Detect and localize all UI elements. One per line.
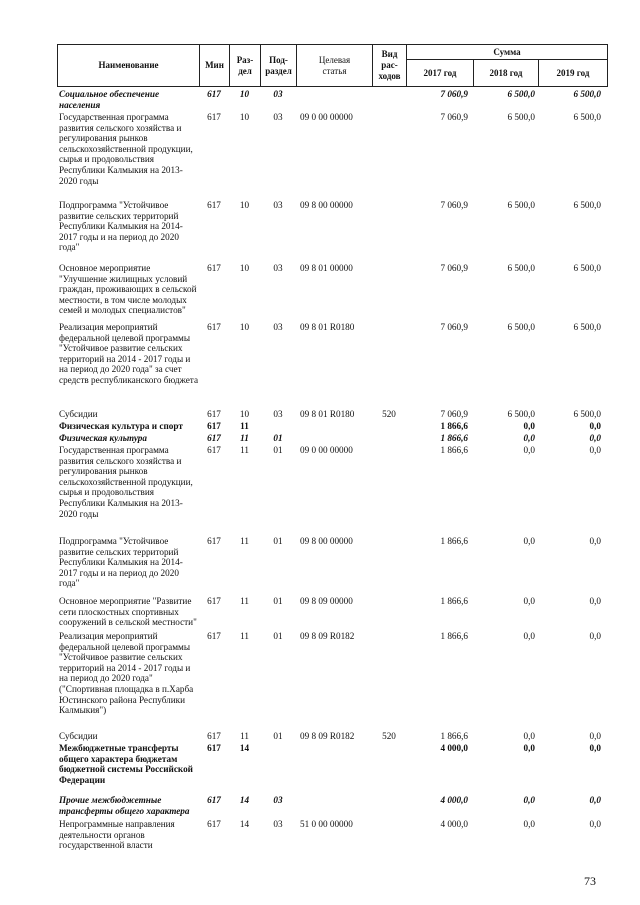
row-2019: 0,0 bbox=[589, 731, 601, 741]
row-podrazdel: 03 bbox=[273, 819, 283, 829]
row-razdel: 10 bbox=[239, 409, 250, 419]
row-2019: 0,0 bbox=[589, 596, 601, 606]
row-2018: 0,0 bbox=[523, 795, 535, 805]
row-2019: 0,0 bbox=[589, 536, 601, 546]
row-2019: 0,0 bbox=[589, 743, 601, 753]
row-min: 617 bbox=[207, 200, 221, 210]
row-2017: 1 866,6 bbox=[440, 421, 468, 431]
row-podrazdel: 03 bbox=[273, 409, 283, 419]
row-2019: 6 500,0 bbox=[573, 200, 601, 210]
row-2017: 1 866,6 bbox=[440, 536, 468, 546]
row-name: Основное мероприятие "Улучшение жилищных условий граждан, проживающих в сельской местности, в том числе молодых семей и молодых специалистов" bbox=[59, 263, 199, 316]
row-min: 617 bbox=[207, 89, 221, 99]
row-celevaya: 09 8 00 00000 bbox=[300, 536, 353, 546]
row-vid: 520 bbox=[382, 409, 396, 419]
row-celevaya: 09 0 00 00000 bbox=[300, 112, 353, 122]
row-razdel: 11 bbox=[240, 445, 249, 455]
row-2019: 6 500,0 bbox=[573, 263, 601, 273]
row-min: 617 bbox=[207, 421, 221, 431]
row-2019: 6 500,0 bbox=[573, 322, 601, 332]
row-2017: 7 060,9 bbox=[440, 322, 468, 332]
row-razdel: 14 bbox=[239, 743, 250, 753]
row-name: Прочие межбюджетные трансферты общего характера bbox=[59, 795, 190, 816]
header-summa: Сумма bbox=[493, 46, 521, 57]
row-2017: 4 000,0 bbox=[440, 795, 468, 805]
row-name: Социальное обеспечение населения bbox=[59, 89, 162, 110]
row-min: 617 bbox=[207, 795, 221, 805]
header-bottom-border bbox=[57, 86, 608, 87]
row-name: Подпрограмма "Устойчивое развитие сельских территорий Республики Калмыкия на 2014-2017 годы и на период до 2020 года" bbox=[59, 536, 183, 589]
row-2017: 7 060,9 bbox=[440, 200, 468, 210]
row-celevaya: 09 8 01 00000 bbox=[300, 263, 353, 273]
row-2017: 1 866,6 bbox=[440, 433, 468, 443]
row-2018: 6 500,0 bbox=[507, 263, 535, 273]
row-min: 617 bbox=[207, 445, 221, 455]
row-min: 617 bbox=[207, 112, 221, 122]
row-2017: 1 866,6 bbox=[440, 731, 468, 741]
row-2018: 0,0 bbox=[523, 445, 535, 455]
row-razdel: 10 bbox=[239, 200, 250, 210]
header-name: Наименование bbox=[98, 60, 159, 70]
row-2019: 0,0 bbox=[589, 421, 601, 431]
row-celevaya: 09 8 00 00000 bbox=[300, 200, 353, 210]
row-2017: 7 060,9 bbox=[440, 409, 468, 419]
row-2017: 7 060,9 bbox=[440, 112, 468, 122]
row-2018: 0,0 bbox=[523, 536, 535, 546]
row-2019: 0,0 bbox=[589, 795, 601, 805]
row-2017: 7 060,9 bbox=[440, 263, 468, 273]
row-2017: 4 000,0 bbox=[440, 743, 468, 753]
row-min: 617 bbox=[207, 322, 221, 332]
header-razdel: Раз- дел bbox=[236, 54, 254, 76]
row-2019: 0,0 bbox=[589, 819, 601, 829]
row-2018: 0,0 bbox=[523, 596, 535, 606]
row-podrazdel: 03 bbox=[273, 112, 283, 122]
row-2017: 1 866,6 bbox=[440, 596, 468, 606]
row-celevaya: 09 0 00 00000 bbox=[300, 445, 353, 455]
row-2017: 1 866,6 bbox=[440, 631, 468, 641]
row-min: 617 bbox=[207, 263, 221, 273]
row-name: Субсидии bbox=[59, 409, 98, 419]
row-name: Межбюджетные трансферты общего характера бюджетам бюджетной системы Российской Федерации bbox=[59, 743, 196, 785]
row-podrazdel: 01 bbox=[273, 445, 283, 455]
row-razdel: 11 bbox=[240, 631, 249, 641]
row-2018: 0,0 bbox=[523, 743, 535, 753]
row-name: Субсидии bbox=[59, 731, 98, 741]
row-podrazdel: 01 bbox=[273, 631, 283, 641]
row-name: Основное мероприятие "Развитие сети плоскостных спортивных сооружений в сельской местности" bbox=[59, 596, 197, 628]
row-razdel: 11 bbox=[240, 421, 249, 431]
row-name: Физическая культура и спорт bbox=[59, 421, 183, 431]
row-2019: 0,0 bbox=[589, 631, 601, 641]
row-min: 617 bbox=[207, 743, 221, 753]
row-razdel: 14 bbox=[239, 795, 250, 805]
header-min: Мин bbox=[205, 60, 224, 70]
header-right-border bbox=[607, 44, 608, 87]
row-podrazdel: 03 bbox=[273, 795, 283, 805]
row-podrazdel: 03 bbox=[273, 322, 283, 332]
row-min: 617 bbox=[207, 631, 221, 641]
row-celevaya: 09 8 09 00000 bbox=[300, 596, 353, 606]
row-podrazdel: 01 bbox=[273, 536, 283, 546]
row-razdel: 10 bbox=[239, 322, 250, 332]
row-razdel: 11 bbox=[240, 731, 249, 741]
row-2019: 6 500,0 bbox=[573, 409, 601, 419]
row-2018: 0,0 bbox=[523, 731, 535, 741]
row-name: Подпрограмма "Устойчивое развитие сельских территорий Республики Калмыкия на 2014-2017 годы и на период до 2020 года" bbox=[59, 200, 183, 253]
row-2019: 0,0 bbox=[589, 433, 601, 443]
row-name: Реализация мероприятий федеральной целевой программы "Устойчивое развитие сельских территорий на 2014 - 2017 годы и на период до 2020 года" ("Спортивная площадка в п.Харба Юстинского района Республики Калмыкия") bbox=[59, 631, 196, 716]
row-name: Физическая культура bbox=[59, 433, 147, 443]
header-celevaya: Целевая статья bbox=[318, 54, 351, 76]
row-razdel: 14 bbox=[239, 819, 250, 829]
row-podrazdel: 01 bbox=[273, 731, 283, 741]
header-2017: 2017 год bbox=[423, 67, 457, 78]
row-2019: 6 500,0 bbox=[573, 89, 601, 99]
row-podrazdel: 01 bbox=[273, 596, 283, 606]
row-celevaya: 09 8 09 R0182 bbox=[300, 731, 355, 741]
row-vid: 520 bbox=[382, 731, 396, 741]
row-celevaya: 51 0 00 00000 bbox=[300, 819, 353, 829]
row-name: Государственная программа развития сельского хозяйства и регулирования рынков сельскохозяйственной продукции, сырья и продовольствия Республики Калмыкия на 2013-2020 годы bbox=[59, 445, 196, 519]
row-2018: 0,0 bbox=[523, 631, 535, 641]
row-podrazdel: 03 bbox=[273, 89, 283, 99]
header-podrazdel: Под- раздел bbox=[265, 54, 292, 76]
row-razdel: 11 bbox=[240, 536, 249, 546]
row-podrazdel: 01 bbox=[273, 433, 283, 443]
row-podrazdel: 03 bbox=[273, 200, 283, 210]
row-2018: 6 500,0 bbox=[507, 112, 535, 122]
row-2018: 6 500,0 bbox=[507, 200, 535, 210]
row-name: Непрограммные направления деятельности органов государственной власти bbox=[59, 819, 178, 851]
row-celevaya: 09 8 01 R0180 bbox=[300, 322, 355, 332]
row-2018: 6 500,0 bbox=[507, 89, 535, 99]
row-min: 617 bbox=[207, 433, 221, 443]
page-number: 73 bbox=[584, 874, 596, 888]
row-2017: 4 000,0 bbox=[440, 819, 468, 829]
row-2018: 6 500,0 bbox=[507, 322, 535, 332]
header-2018: 2018 год bbox=[489, 67, 523, 78]
row-2017: 7 060,9 bbox=[440, 89, 468, 99]
row-min: 617 bbox=[207, 536, 221, 546]
row-razdel: 10 bbox=[239, 112, 250, 122]
row-name: Реализация мероприятий федеральной целевой программы "Устойчивое развитие сельских территорий на 2014 - 2017 годы и на период до 2020 года" за счет средств республиканского бюджета bbox=[59, 322, 199, 385]
row-min: 617 bbox=[207, 409, 221, 419]
row-2018: 6 500,0 bbox=[507, 409, 535, 419]
row-2017: 1 866,6 bbox=[440, 445, 468, 455]
header-2019: 2019 год bbox=[556, 67, 590, 78]
row-razdel: 11 bbox=[240, 433, 249, 443]
row-min: 617 bbox=[207, 596, 221, 606]
row-podrazdel: 03 bbox=[273, 263, 283, 273]
row-razdel: 10 bbox=[239, 263, 250, 273]
row-2018: 0,0 bbox=[523, 421, 535, 431]
row-razdel: 10 bbox=[239, 89, 250, 99]
row-celevaya: 09 8 09 R0182 bbox=[300, 631, 355, 641]
row-name: Государственная программа развития сельского хозяйства и регулирования рынков сельскохозяйственной продукции, сырья и продовольствия Республики Калмыкия на 2013-2020 годы bbox=[59, 112, 196, 186]
row-min: 617 bbox=[207, 731, 221, 741]
row-razdel: 11 bbox=[240, 596, 249, 606]
header-vid: Вид рас- ходов bbox=[378, 49, 401, 81]
row-2019: 6 500,0 bbox=[573, 112, 601, 122]
row-min: 617 bbox=[207, 819, 221, 829]
row-2019: 0,0 bbox=[589, 445, 601, 455]
row-2018: 0,0 bbox=[523, 819, 535, 829]
row-2018: 0,0 bbox=[523, 433, 535, 443]
row-celevaya: 09 8 01 R0180 bbox=[300, 409, 355, 419]
